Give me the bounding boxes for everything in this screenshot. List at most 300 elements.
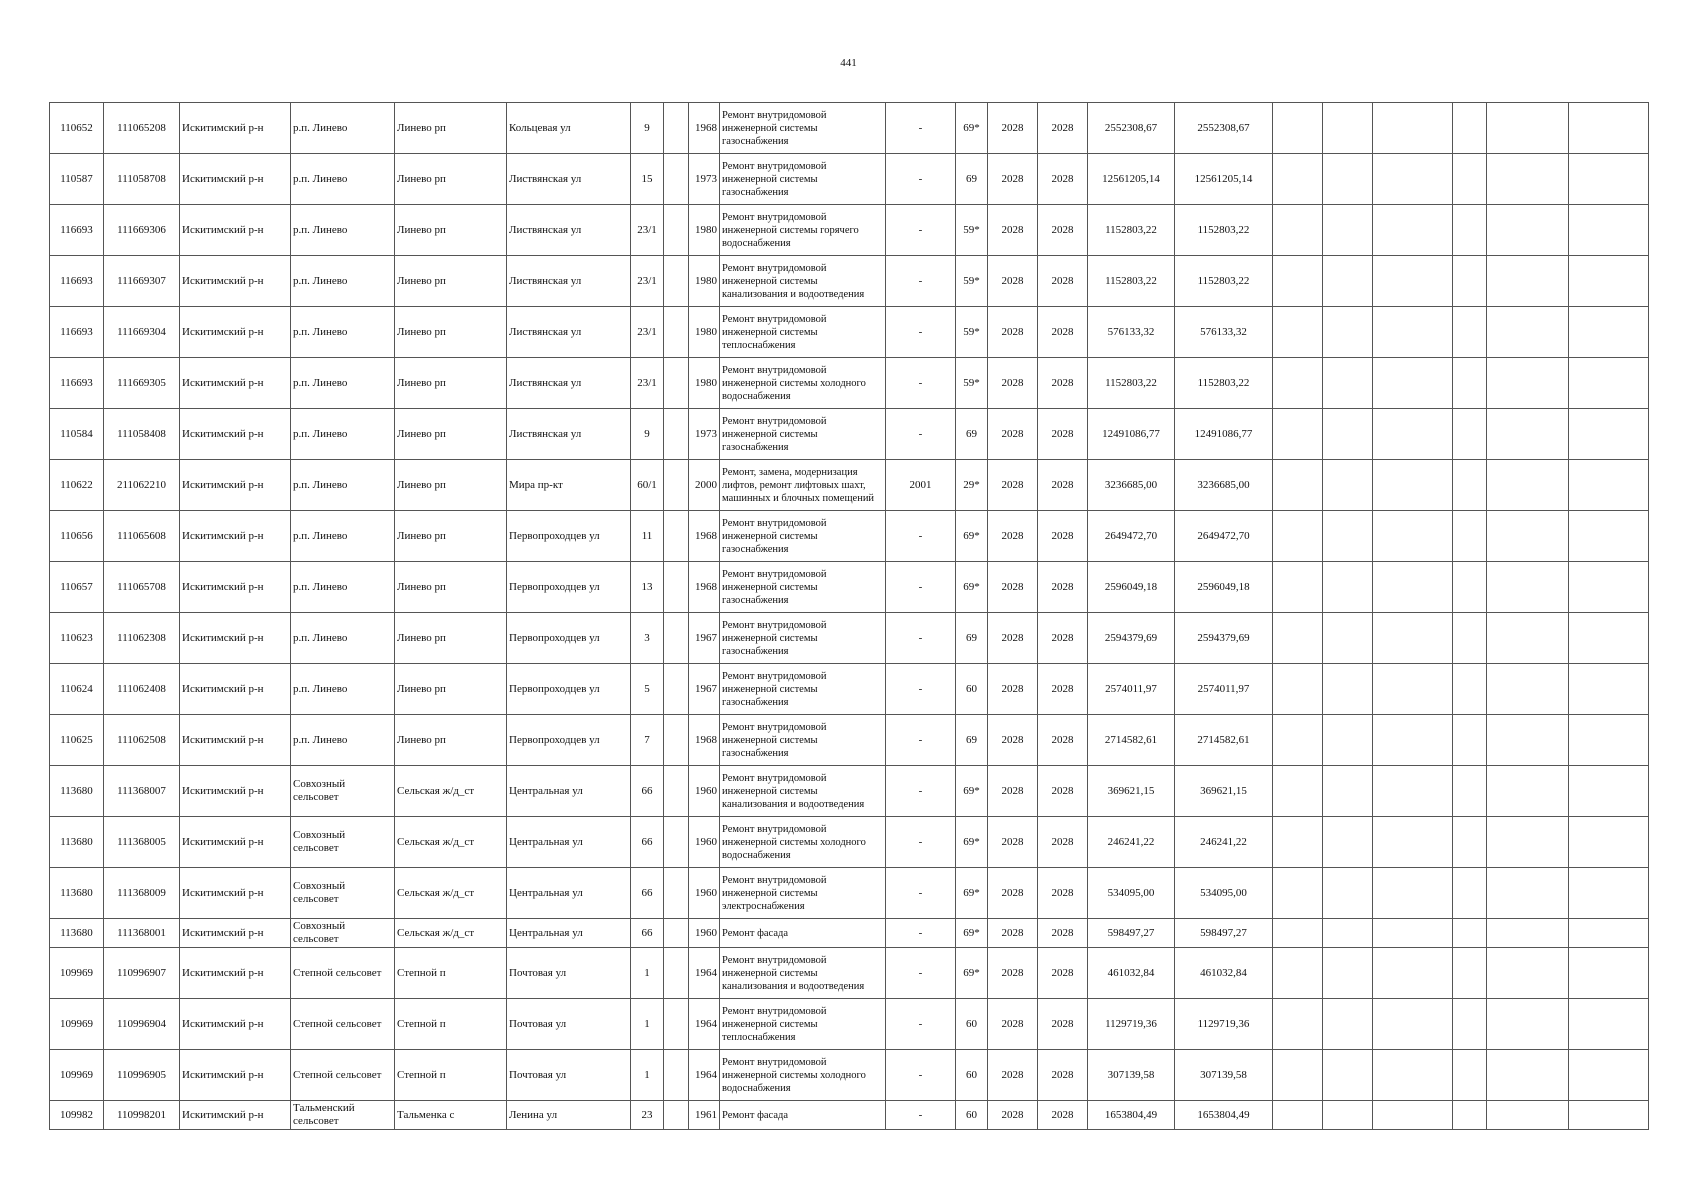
cell-id: 110656 [50, 511, 104, 562]
cell-house: 11 [631, 511, 664, 562]
cell-blank [664, 205, 689, 256]
cell-street: Листвянская ул [507, 307, 631, 358]
cell-blank [664, 511, 689, 562]
cell-year-repair: - [886, 664, 956, 715]
cell-empty [1323, 103, 1373, 154]
cell-wear-percent: 59* [956, 256, 988, 307]
cell-empty [1453, 307, 1487, 358]
cell-plan-end: 2028 [1038, 358, 1088, 409]
cell-year-repair: - [886, 409, 956, 460]
cell-blank [664, 307, 689, 358]
cell-cost-total: 369621,15 [1088, 766, 1175, 817]
table-row [50, 817, 1649, 868]
cell-district: Искитимский р-н [180, 999, 291, 1050]
cell-empty [1569, 613, 1649, 664]
cell-cost-total: 3236685,00 [1088, 460, 1175, 511]
cell-locality: Тальменка с [395, 1101, 507, 1130]
table-row [50, 613, 1649, 664]
cell-empty [1323, 409, 1373, 460]
cell-cost-total: 12561205,14 [1088, 154, 1175, 205]
cell-id: 109969 [50, 999, 104, 1050]
cell-id: 116693 [50, 256, 104, 307]
cell-plan-end: 2028 [1038, 409, 1088, 460]
cell-blank [664, 817, 689, 868]
table-row [50, 154, 1649, 205]
cell-empty [1487, 256, 1569, 307]
cell-id: 110587 [50, 154, 104, 205]
cell-empty [1373, 919, 1453, 948]
cell-empty [1487, 307, 1569, 358]
cell-empty [1323, 999, 1373, 1050]
cell-plan-end: 2028 [1038, 613, 1088, 664]
cell-work-type: Ремонт внутридомовой инженерной системы газоснабжения [720, 154, 886, 205]
cell-settlement: р.п. Линево [291, 307, 395, 358]
cell-empty [1373, 103, 1453, 154]
cell-plan-start: 2028 [988, 948, 1038, 999]
cell-code: 110996907 [104, 948, 180, 999]
cell-locality: Линево рп [395, 154, 507, 205]
cell-house: 15 [631, 154, 664, 205]
cell-empty [1487, 409, 1569, 460]
cell-empty [1323, 358, 1373, 409]
cell-locality: Сельская ж/д_ст [395, 868, 507, 919]
cell-empty [1373, 511, 1453, 562]
cell-cost-fund: 1129719,36 [1175, 999, 1273, 1050]
cell-code: 110996905 [104, 1050, 180, 1101]
cell-id: 113680 [50, 766, 104, 817]
cell-settlement: р.п. Линево [291, 562, 395, 613]
cell-locality: Линево рп [395, 562, 507, 613]
cell-cost-fund: 12491086,77 [1175, 409, 1273, 460]
cell-house: 1 [631, 948, 664, 999]
cell-plan-start: 2028 [988, 1101, 1038, 1130]
cell-wear-percent: 69 [956, 154, 988, 205]
cell-district: Искитимский р-н [180, 613, 291, 664]
cell-code: 111368009 [104, 868, 180, 919]
cell-id: 110625 [50, 715, 104, 766]
cell-district: Искитимский р-н [180, 358, 291, 409]
table-row [50, 868, 1649, 919]
cell-house: 1 [631, 1050, 664, 1101]
cell-empty [1323, 715, 1373, 766]
cell-empty [1569, 409, 1649, 460]
cell-empty [1273, 409, 1323, 460]
cell-district: Искитимский р-н [180, 1050, 291, 1101]
cell-empty [1273, 307, 1323, 358]
table-row [50, 256, 1649, 307]
table-row [50, 409, 1649, 460]
cell-empty [1323, 868, 1373, 919]
cell-cost-total: 576133,32 [1088, 307, 1175, 358]
cell-empty [1569, 664, 1649, 715]
cell-code: 111058408 [104, 409, 180, 460]
cell-empty [1323, 154, 1373, 205]
cell-street: Листвянская ул [507, 409, 631, 460]
cell-street: Центральная ул [507, 868, 631, 919]
cell-empty [1569, 1050, 1649, 1101]
cell-cost-fund: 1653804,49 [1175, 1101, 1273, 1130]
cell-house: 66 [631, 868, 664, 919]
cell-year-built: 1967 [689, 613, 720, 664]
cell-settlement: р.п. Линево [291, 103, 395, 154]
cell-street: Листвянская ул [507, 256, 631, 307]
cell-id: 113680 [50, 868, 104, 919]
cell-district: Искитимский р-н [180, 715, 291, 766]
cell-empty [1373, 460, 1453, 511]
cell-street: Первопроходцев ул [507, 511, 631, 562]
cell-empty [1487, 1101, 1569, 1130]
cell-empty [1453, 409, 1487, 460]
cell-empty [1273, 1101, 1323, 1130]
cell-empty [1373, 766, 1453, 817]
cell-year-built: 1960 [689, 868, 720, 919]
cell-empty [1569, 1101, 1649, 1130]
cell-settlement: р.п. Линево [291, 256, 395, 307]
cell-id: 116693 [50, 307, 104, 358]
cell-plan-start: 2028 [988, 358, 1038, 409]
cell-district: Искитимский р-н [180, 409, 291, 460]
cell-settlement: р.п. Линево [291, 154, 395, 205]
cell-empty [1487, 766, 1569, 817]
cell-street: Мира пр-кт [507, 460, 631, 511]
cell-settlement: р.п. Линево [291, 613, 395, 664]
cell-year-built: 1973 [689, 154, 720, 205]
cell-plan-start: 2028 [988, 409, 1038, 460]
cell-work-type: Ремонт внутридомовой инженерной системы газоснабжения [720, 103, 886, 154]
cell-blank [664, 358, 689, 409]
cell-empty [1373, 715, 1453, 766]
cell-blank [664, 1101, 689, 1130]
cell-empty [1453, 562, 1487, 613]
cell-work-type: Ремонт внутридомовой инженерной системы холодного водоснабжения [720, 1050, 886, 1101]
cell-empty [1569, 307, 1649, 358]
cell-plan-start: 2028 [988, 817, 1038, 868]
cell-district: Искитимский р-н [180, 103, 291, 154]
cell-empty [1273, 511, 1323, 562]
cell-year-repair: - [886, 1050, 956, 1101]
cell-wear-percent: 29* [956, 460, 988, 511]
cell-year-repair: - [886, 307, 956, 358]
cell-wear-percent: 69* [956, 817, 988, 868]
cell-district: Искитимский р-н [180, 919, 291, 948]
cell-plan-end: 2028 [1038, 948, 1088, 999]
cell-plan-start: 2028 [988, 1050, 1038, 1101]
cell-empty [1373, 256, 1453, 307]
cell-code: 111669304 [104, 307, 180, 358]
cell-empty [1373, 868, 1453, 919]
cell-year-repair: - [886, 817, 956, 868]
cell-plan-end: 2028 [1038, 256, 1088, 307]
cell-house: 9 [631, 409, 664, 460]
cell-year-built: 1961 [689, 1101, 720, 1130]
cell-code: 111669305 [104, 358, 180, 409]
cell-locality: Линево рп [395, 256, 507, 307]
page-number: 441 [840, 57, 857, 69]
cell-street: Первопроходцев ул [507, 715, 631, 766]
cell-cost-total: 2552308,67 [1088, 103, 1175, 154]
cell-empty [1487, 154, 1569, 205]
cell-year-built: 1968 [689, 715, 720, 766]
cell-cost-total: 2574011,97 [1088, 664, 1175, 715]
cell-wear-percent: 60 [956, 1050, 988, 1101]
cell-id: 109969 [50, 1050, 104, 1101]
cell-street: Почтовая ул [507, 999, 631, 1050]
cell-code: 111669307 [104, 256, 180, 307]
cell-work-type: Ремонт внутридомовой инженерной системы электроснабжения [720, 868, 886, 919]
cell-settlement: р.п. Линево [291, 715, 395, 766]
cell-id: 116693 [50, 358, 104, 409]
cell-year-built: 1967 [689, 664, 720, 715]
cell-blank [664, 766, 689, 817]
cell-district: Искитимский р-н [180, 307, 291, 358]
table-row [50, 919, 1649, 948]
cell-code: 110998201 [104, 1101, 180, 1130]
cell-work-type: Ремонт внутридомовой инженерной системы канализования и водоотведения [720, 766, 886, 817]
cell-empty [1569, 919, 1649, 948]
cell-empty [1273, 256, 1323, 307]
cell-settlement: р.п. Линево [291, 511, 395, 562]
cell-blank [664, 460, 689, 511]
cell-year-repair: - [886, 358, 956, 409]
cell-district: Искитимский р-н [180, 205, 291, 256]
cell-empty [1487, 460, 1569, 511]
cell-blank [664, 562, 689, 613]
cell-street: Почтовая ул [507, 948, 631, 999]
cell-empty [1273, 817, 1323, 868]
cell-cost-total: 1152803,22 [1088, 205, 1175, 256]
cell-year-repair: - [886, 999, 956, 1050]
cell-empty [1487, 613, 1569, 664]
cell-work-type: Ремонт фасада [720, 1101, 886, 1130]
cell-code: 111065708 [104, 562, 180, 613]
cell-cost-fund: 2596049,18 [1175, 562, 1273, 613]
cell-locality: Линево рп [395, 409, 507, 460]
cell-year-repair: - [886, 103, 956, 154]
cell-year-repair: - [886, 613, 956, 664]
cell-id: 110584 [50, 409, 104, 460]
cell-wear-percent: 69* [956, 562, 988, 613]
cell-street: Почтовая ул [507, 1050, 631, 1101]
cell-cost-total: 307139,58 [1088, 1050, 1175, 1101]
cell-year-built: 1973 [689, 409, 720, 460]
cell-code: 111368005 [104, 817, 180, 868]
cell-empty [1569, 103, 1649, 154]
cell-empty [1373, 613, 1453, 664]
cell-wear-percent: 69* [956, 948, 988, 999]
cell-empty [1273, 460, 1323, 511]
table-row [50, 1050, 1649, 1101]
cell-empty [1273, 664, 1323, 715]
cell-cost-fund: 2594379,69 [1175, 613, 1273, 664]
cell-empty [1487, 664, 1569, 715]
cell-wear-percent: 60 [956, 1101, 988, 1130]
table-row [50, 205, 1649, 256]
cell-empty [1323, 664, 1373, 715]
cell-plan-end: 2028 [1038, 664, 1088, 715]
cell-settlement: Совхозный сельсовет [291, 868, 395, 919]
table-row [50, 103, 1649, 154]
cell-house: 23/1 [631, 307, 664, 358]
cell-empty [1323, 511, 1373, 562]
cell-year-repair: - [886, 256, 956, 307]
cell-empty [1453, 664, 1487, 715]
cell-empty [1373, 664, 1453, 715]
cell-year-built: 1980 [689, 358, 720, 409]
cell-cost-fund: 461032,84 [1175, 948, 1273, 999]
cell-wear-percent: 59* [956, 358, 988, 409]
cell-id: 109969 [50, 948, 104, 999]
cell-id: 116693 [50, 205, 104, 256]
cell-work-type: Ремонт внутридомовой инженерной системы газоснабжения [720, 409, 886, 460]
cell-work-type: Ремонт внутридомовой инженерной системы теплоснабжения [720, 307, 886, 358]
cell-empty [1487, 205, 1569, 256]
cell-street: Ленина ул [507, 1101, 631, 1130]
cell-year-repair: - [886, 1101, 956, 1130]
cell-id: 110652 [50, 103, 104, 154]
cell-plan-end: 2028 [1038, 999, 1088, 1050]
cell-empty [1323, 817, 1373, 868]
cell-house: 13 [631, 562, 664, 613]
cell-locality: Линево рп [395, 103, 507, 154]
cell-work-type: Ремонт внутридомовой инженерной системы газоснабжения [720, 562, 886, 613]
cell-locality: Сельская ж/д_ст [395, 766, 507, 817]
capital-repair-table [49, 102, 1649, 1130]
table-row [50, 307, 1649, 358]
cell-wear-percent: 69* [956, 919, 988, 948]
cell-cost-fund: 1152803,22 [1175, 256, 1273, 307]
table-row [50, 511, 1649, 562]
cell-wear-percent: 69 [956, 715, 988, 766]
cell-year-built: 1968 [689, 103, 720, 154]
cell-year-built: 1964 [689, 948, 720, 999]
cell-blank [664, 103, 689, 154]
cell-work-type: Ремонт внутридомовой инженерной системы газоснабжения [720, 613, 886, 664]
cell-cost-fund: 2714582,61 [1175, 715, 1273, 766]
cell-street: Листвянская ул [507, 205, 631, 256]
cell-blank [664, 868, 689, 919]
cell-district: Искитимский р-н [180, 817, 291, 868]
cell-settlement: р.п. Линево [291, 664, 395, 715]
cell-empty [1273, 715, 1323, 766]
cell-plan-end: 2028 [1038, 205, 1088, 256]
cell-empty [1487, 715, 1569, 766]
cell-plan-start: 2028 [988, 613, 1038, 664]
cell-year-repair: - [886, 766, 956, 817]
cell-year-repair: 2001 [886, 460, 956, 511]
cell-empty [1569, 256, 1649, 307]
cell-locality: Линево рп [395, 511, 507, 562]
cell-empty [1323, 919, 1373, 948]
cell-district: Искитимский р-н [180, 948, 291, 999]
cell-cost-total: 12491086,77 [1088, 409, 1175, 460]
cell-cost-fund: 3236685,00 [1175, 460, 1273, 511]
cell-settlement: Степной сельсовет [291, 948, 395, 999]
table-row [50, 358, 1649, 409]
cell-street: Центральная ул [507, 919, 631, 948]
cell-empty [1453, 919, 1487, 948]
cell-empty [1487, 358, 1569, 409]
cell-id: 109982 [50, 1101, 104, 1130]
cell-empty [1487, 817, 1569, 868]
cell-work-type: Ремонт внутридомовой инженерной системы холодного водоснабжения [720, 358, 886, 409]
cell-house: 3 [631, 613, 664, 664]
cell-year-built: 1960 [689, 817, 720, 868]
cell-plan-end: 2028 [1038, 766, 1088, 817]
cell-year-built: 2000 [689, 460, 720, 511]
cell-house: 5 [631, 664, 664, 715]
cell-plan-start: 2028 [988, 307, 1038, 358]
cell-empty [1569, 948, 1649, 999]
cell-code: 111065608 [104, 511, 180, 562]
cell-street: Центральная ул [507, 766, 631, 817]
cell-district: Искитимский р-н [180, 154, 291, 205]
cell-locality: Линево рп [395, 613, 507, 664]
cell-id: 110622 [50, 460, 104, 511]
cell-empty [1453, 948, 1487, 999]
cell-empty [1569, 715, 1649, 766]
cell-empty [1569, 511, 1649, 562]
cell-empty [1273, 766, 1323, 817]
cell-cost-fund: 246241,22 [1175, 817, 1273, 868]
cell-work-type: Ремонт, замена, модернизация лифтов, ремонт лифтовых шахт, машинных и блочных помещений [720, 460, 886, 511]
cell-empty [1373, 948, 1453, 999]
cell-plan-start: 2028 [988, 460, 1038, 511]
cell-code: 111062308 [104, 613, 180, 664]
cell-empty [1453, 868, 1487, 919]
cell-empty [1569, 205, 1649, 256]
cell-empty [1569, 766, 1649, 817]
cell-work-type: Ремонт внутридомовой инженерной системы газоснабжения [720, 511, 886, 562]
cell-year-built: 1980 [689, 256, 720, 307]
cell-plan-end: 2028 [1038, 868, 1088, 919]
cell-empty [1569, 562, 1649, 613]
cell-empty [1569, 868, 1649, 919]
cell-empty [1373, 409, 1453, 460]
cell-wear-percent: 69* [956, 868, 988, 919]
cell-empty [1569, 999, 1649, 1050]
cell-cost-total: 598497,27 [1088, 919, 1175, 948]
cell-plan-end: 2028 [1038, 919, 1088, 948]
cell-plan-start: 2028 [988, 766, 1038, 817]
cell-wear-percent: 60 [956, 664, 988, 715]
cell-cost-total: 534095,00 [1088, 868, 1175, 919]
cell-empty [1453, 613, 1487, 664]
cell-code: 110996904 [104, 999, 180, 1050]
cell-cost-total: 1152803,22 [1088, 256, 1175, 307]
cell-district: Искитимский р-н [180, 664, 291, 715]
cell-empty [1273, 154, 1323, 205]
cell-plan-start: 2028 [988, 562, 1038, 613]
cell-empty [1487, 919, 1569, 948]
cell-empty [1453, 256, 1487, 307]
cell-house: 23/1 [631, 256, 664, 307]
cell-work-type: Ремонт внутридомовой инженерной системы газоснабжения [720, 664, 886, 715]
cell-blank [664, 256, 689, 307]
table-row [50, 948, 1649, 999]
cell-cost-fund: 2574011,97 [1175, 664, 1273, 715]
cell-house: 60/1 [631, 460, 664, 511]
cell-cost-fund: 2552308,67 [1175, 103, 1273, 154]
cell-wear-percent: 59* [956, 205, 988, 256]
cell-wear-percent: 69* [956, 766, 988, 817]
cell-work-type: Ремонт внутридомовой инженерной системы канализования и водоотведения [720, 256, 886, 307]
cell-plan-end: 2028 [1038, 1050, 1088, 1101]
cell-empty [1373, 999, 1453, 1050]
cell-cost-fund: 2649472,70 [1175, 511, 1273, 562]
cell-empty [1323, 256, 1373, 307]
cell-empty [1453, 358, 1487, 409]
cell-wear-percent: 69 [956, 409, 988, 460]
